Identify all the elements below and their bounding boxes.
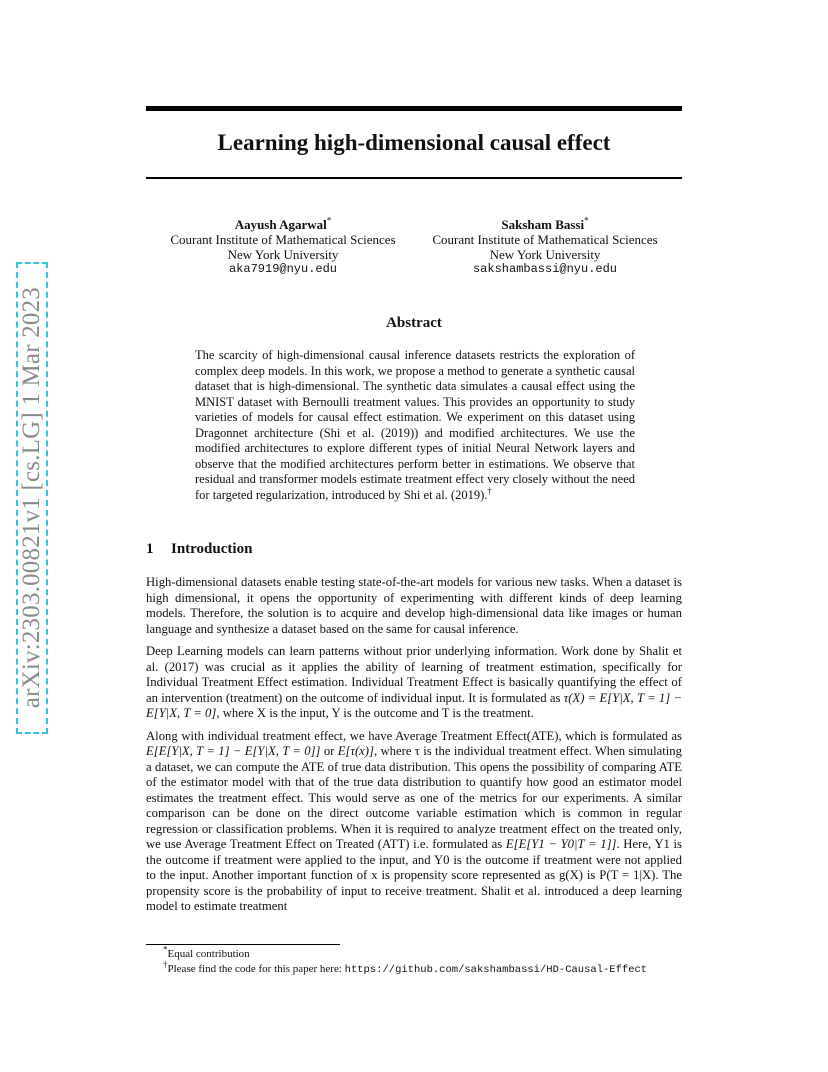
abstract-footnote-mark: † xyxy=(487,485,492,496)
title-rule-top xyxy=(146,106,682,111)
ite-formula: τ(X) = E[Y|X, T = 1] − E[Y|X, T = 0] xyxy=(146,690,683,720)
section-number: 1 xyxy=(146,541,154,557)
author-affiliation: Courant Institute of Mathematical Sciences xyxy=(432,232,658,247)
author-mark: * xyxy=(326,215,332,226)
ate-formula-short: E[τ(x)] xyxy=(337,744,374,758)
footnote-1-text: Equal contribution xyxy=(167,948,250,960)
author-university: New York University xyxy=(489,247,601,262)
footnote-2 xyxy=(163,959,648,978)
paper-title: Learning high-dimensional causal effect xyxy=(217,130,611,155)
footnote-rule xyxy=(146,944,340,945)
paragraph-3-text-a: Along with individual treatment effect, we have Average Treatment Effect(ATE), which is formulated as xyxy=(146,728,682,743)
author-mark: * xyxy=(584,215,589,226)
arxiv-stamp xyxy=(16,262,48,734)
footnote-1-mark: * xyxy=(163,944,168,955)
author-university: New York University xyxy=(227,247,339,262)
code-link[interactable]: https://github.com/sakshambassi/HD-Causal-Effect xyxy=(344,964,648,976)
title-rule-bottom xyxy=(146,177,682,179)
att-formula: E[E[Y1 − Y0|T = 1]] xyxy=(505,837,617,851)
author-affiliation: Courant Institute of Mathematical Sciences xyxy=(170,232,396,247)
paragraph-1: High-dimensional datasets enable testing state-of-the-art models for various new tasks. When a dataset is high dimensional, it opens the opportunity of experimenting with different kinds of deep learning models. Therefore, the solution is to acquire and develop high-dimensional data like images or human language and synthesize a dataset based on the same for causal inference. xyxy=(146,575,682,636)
abstract xyxy=(195,348,635,503)
author-block-1 xyxy=(158,217,408,277)
author-name: Aayush Agarwal xyxy=(234,217,327,232)
abstract-heading: Abstract xyxy=(386,315,442,331)
section-heading xyxy=(146,541,252,558)
author-name: Saksham Bassi xyxy=(501,217,585,232)
body-text xyxy=(146,575,682,922)
paragraph-3-or: or xyxy=(320,744,338,758)
footnote-2-text: Please find the code for this paper here: xyxy=(167,963,345,975)
paragraph-3 xyxy=(146,729,682,915)
paragraph-2 xyxy=(146,644,682,722)
author-email[interactable]: sakshambassi@nyu.edu xyxy=(472,262,618,276)
footnote-2-mark: † xyxy=(163,959,168,970)
author-block-2 xyxy=(420,217,670,277)
footnotes xyxy=(163,944,648,978)
abstract-text: The scarcity of high-dimensional causal inference datasets restricts the exploration of complex deep models. In this work, we propose a method to generate a synthetic causal dataset that is high-dimensional. The synthetic data simulates a causal effect using the MNIST dataset with Bernoulli treatment values. This provides an opportunity to study varieties of models for causal effect estimation. We experiment on this dataset using Dragonnet architecture (Shi et al. (2019)) and modified architectures. We use the modified architectures to explore different types of initial Neural Network layers and observe that the modified architectures perform better in estimations. We observe that residual and transformer models estimate treatment effect very closely without the need for targeted regularization, introduced by Shi et al. (2019). xyxy=(195,348,635,502)
paragraph-3-text-b: , where τ is the individual treatment effect. When simulating a dataset, we can compute the ATE of true data distribution. This opens the possibility of comparing ATE of the estimator model with that of the true data distribution to quantify how good an estimator model estimates the treatment effect. This would serve as one of the metrics for our experiments. A similar comparison can be done on the direct outcome variable estimation which is common in regular regression or classification problems. When it is required to analyze treatment effect on the treated only, we use Average Treatment Effect on Treated (ATT) i.e. formulated as xyxy=(146,744,682,851)
paragraph-3-text-c: . Here, Y1 is the outcome if treatment were applied to the input, and Y0 is the outcome if treatment were not applied to the input. Another important function of x is propensity score represented as g(X) is P(T = 1|X). The propensity score is the probability of input to receive treatment. Shalit et al. introduced a deep learning model to estimate treatment xyxy=(146,837,682,913)
arxiv-id: arXiv:2303.00821v1 [cs.LG] 1 Mar 2023 xyxy=(18,287,45,709)
ate-formula: E[E[Y|X, T = 1] − E[Y|X, T = 0]] xyxy=(146,744,321,758)
author-email[interactable]: aka7919@nyu.edu xyxy=(228,262,338,276)
section-title: Introduction xyxy=(171,541,253,557)
paragraph-2-text-b: , where X is the input, Y is the outcome and T is the treatment. xyxy=(216,706,534,720)
footnote-1 xyxy=(163,944,647,962)
paragraph-2-text-a: Deep Learning models can learn patterns without prior underlying information. Work done by Shalit et al. (2017) was crucial as it applies the ability of learning of treatment estimation, specifically for Individual Treatment Effect estimation. Individual Treatment Effect is basically quantifying the effect of an intervention (treatment) on the outcome of individual input. It is formulated as xyxy=(146,644,682,705)
